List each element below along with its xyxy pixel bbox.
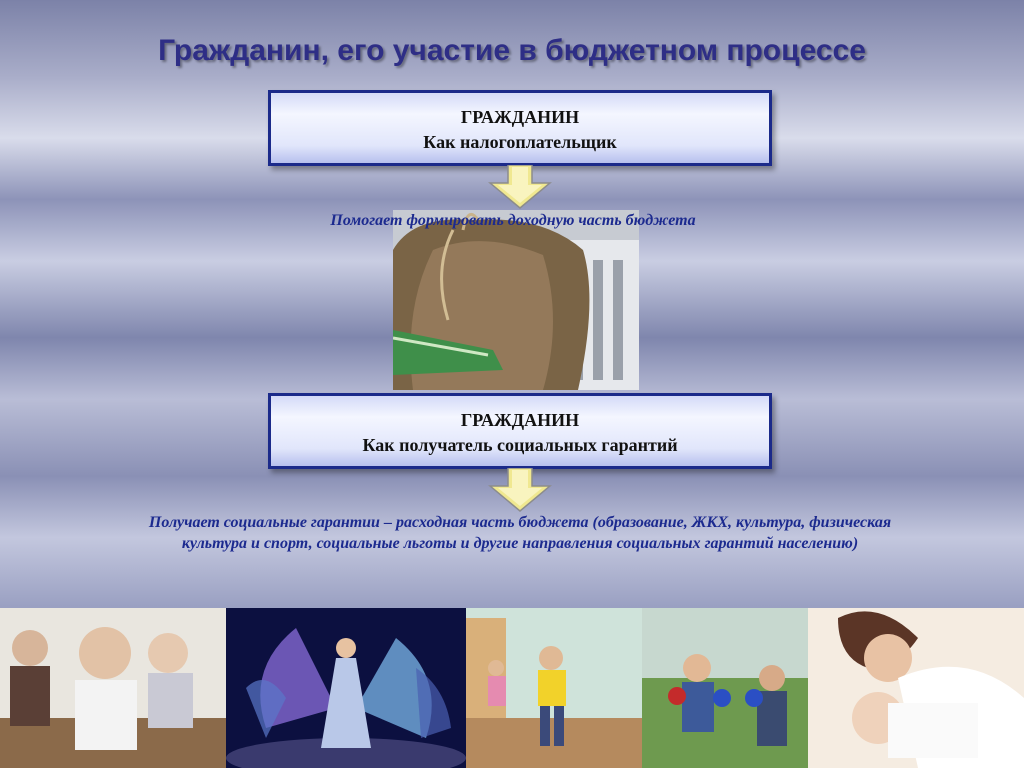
expenditure-note: Получает социальные гарантии – расходная часть бюджета (образование, ЖКХ, культура, физическая культура и спорт, социальные льготы и другие направления социальных гарантий населению)	[148, 514, 892, 552]
boxing-photo	[642, 608, 808, 768]
citizen-taxpayer-box	[268, 90, 772, 166]
box2-heading: ГРАЖДАНИН	[460, 410, 580, 430]
photo-strip	[0, 608, 1024, 768]
box1-subheading: Как налогоплательщик	[423, 132, 617, 152]
budget-bag-photo	[393, 210, 639, 390]
revenue-note: Помогает формировать доходную часть бюджета	[330, 212, 696, 229]
down-arrow-icon	[488, 468, 552, 512]
box2-subheading: Как получатель социальных гарантий	[362, 435, 678, 455]
gym-photo	[466, 608, 642, 768]
mother-baby-photo	[808, 608, 1024, 768]
down-arrow-icon	[488, 165, 552, 209]
slide-title: Гражданин, его участие в бюджетном процессе	[158, 34, 866, 67]
dancer-photo	[226, 608, 466, 768]
box1-heading: ГРАЖДАНИН	[460, 107, 580, 127]
classroom-photo	[0, 608, 226, 768]
citizen-recipient-box	[268, 393, 772, 469]
